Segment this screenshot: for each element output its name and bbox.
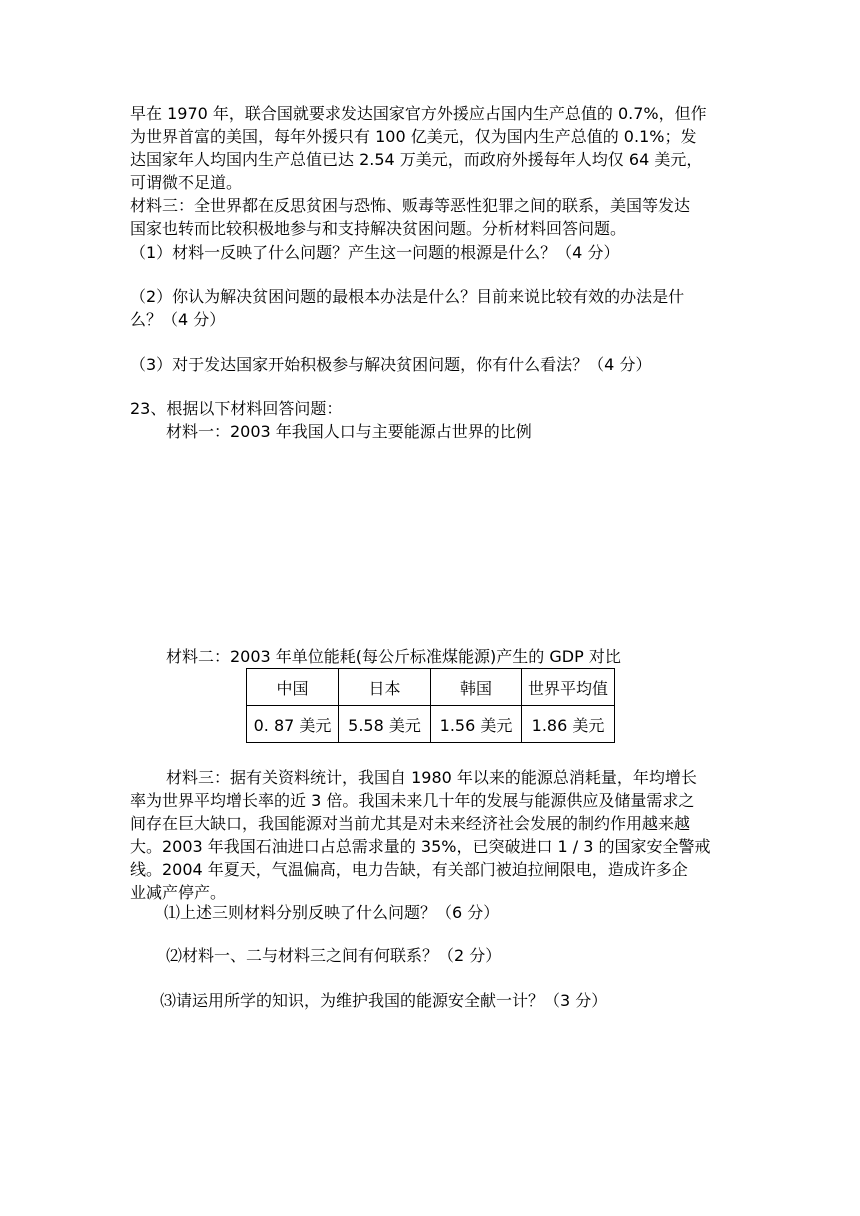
material-1-caption: 材料一：2003 年我国人口与主要能源占世界的比例 — [166, 422, 532, 441]
passage-line: 达国家年人均国内生产总值已达 2.54 万美元，而政府外援每年人均仅 64 美元， — [130, 150, 703, 169]
table-cell: 0. 87 美元 — [247, 706, 339, 743]
material-2-caption: 材料二：2003 年单位能耗(每公斤标准煤能源)产生的 GDP 对比 — [166, 647, 621, 666]
table-cell: 1.86 美元 — [522, 706, 615, 743]
material-3-line: 业减产停产。 — [130, 883, 227, 902]
material-3-line: 材料三：据有关资料统计，我国自 1980 年以来的能源总消耗量，年均增长 — [166, 768, 697, 787]
table-header-cell: 韩国 — [431, 669, 522, 706]
q22-question-3: （3）对于发达国家开始积极参与解决贫困问题，你有什么看法？（4 分） — [130, 355, 652, 374]
table-header-cell: 日本 — [339, 669, 431, 706]
table-header-row — [247, 669, 615, 706]
passage-line: 为世界首富的美国，每年外援只有 100 亿美元，仅为国内生产总值的 0.1%；发 — [130, 127, 697, 146]
passage-line: 国家也转而比较积极地参与和支持解决贫困问题。分析材料回答问题。 — [130, 219, 627, 238]
table-cell: 5.58 美元 — [339, 706, 431, 743]
material-3-line: 间存在巨大缺口，我国能源对当前尤其是对未来经济社会发展的制约作用越来越 — [130, 814, 691, 833]
passage-line: 早在 1970 年，联合国就要求发达国家官方外援应占国内生产总值的 0.7%，但作 — [130, 104, 707, 123]
passage-line: 材料三：全世界都在反思贫困与恐怖、贩毒等恶性犯罪之间的联系，美国等发达 — [130, 196, 691, 215]
q23-question-2: ⑵材料一、二与材料三之间有何联系？（2 分） — [166, 946, 502, 965]
q22-question-1: （1）材料一反映了什么问题？产生这一问题的根源是什么？（4 分） — [130, 243, 620, 262]
table-header-cell: 中国 — [247, 669, 339, 706]
q23-question-3: ⑶请运用所学的知识，为维护我国的能源安全献一计？（3 分） — [160, 991, 608, 1010]
material-3-line: 大。2003 年我国石油进口占总需求量的 35%，已突破进口 1 / 3 的国家安全警戒 — [130, 837, 711, 856]
passage-line: 可谓微不足道。 — [130, 173, 243, 192]
q23-question-1: ⑴上述三则材料分别反映了什么问题？（6 分） — [164, 903, 500, 922]
q22-question-2: （2）你认为解决贫困问题的最根本办法是什么？目前来说比较有效的办法是什 — [130, 287, 685, 306]
table-cell: 1.56 美元 — [431, 706, 522, 743]
material-3-line: 线。2004 年夏天，气温偏高，电力告缺，有关部门被迫拉闸限电，造成许多企 — [130, 860, 688, 879]
gdp-comparison-table — [246, 668, 615, 743]
table-row — [247, 706, 615, 743]
q23-heading: 23、根据以下材料回答问题： — [130, 399, 343, 418]
q22-question-2-cont: 么？（4 分） — [130, 310, 226, 329]
material-3-line: 率为世界平均增长率的近 3 倍。我国未来几十年的发展与能源供应及储量需求之 — [130, 791, 695, 810]
table-header-cell: 世界平均值 — [522, 669, 615, 706]
